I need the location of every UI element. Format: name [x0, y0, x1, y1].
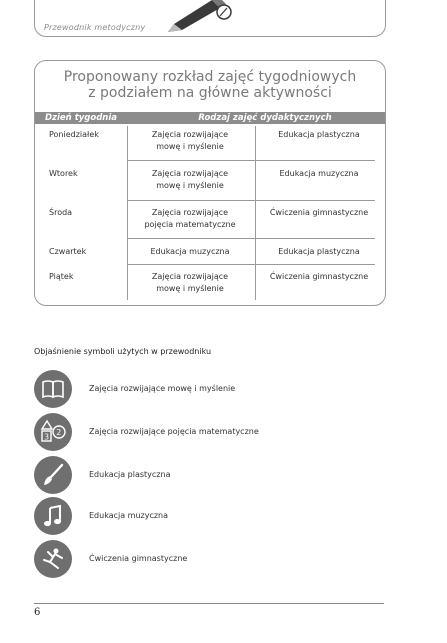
math-blocks-icon: [34, 413, 72, 451]
legend-item: [34, 456, 414, 496]
cell-text: Zajęcia rozwijające mowę i myślenie: [151, 169, 229, 190]
schedule-table: [34, 60, 386, 306]
row-day: Środa: [49, 208, 73, 217]
row-day: Piątek: [49, 272, 74, 281]
header-label: Przewodnik metodyczny: [44, 23, 146, 32]
row-activity-1: [127, 271, 253, 295]
row-activity-2: Edukacja plastyczna: [278, 247, 360, 256]
legend-text: Ćwiczenia gimnastyczne: [89, 554, 188, 563]
row-activity-2: Ćwiczenia gimnastyczne: [269, 272, 369, 281]
legend-item: [34, 413, 414, 453]
row-activity-2: Ćwiczenia gimnastyczne: [269, 208, 369, 217]
schedule-title: [35, 69, 385, 101]
row-activity-1: Edukacja muzyczna: [150, 247, 230, 256]
legend-text: Edukacja muzyczna: [89, 511, 169, 520]
book-icon: [34, 370, 72, 408]
legend-text: Zajęcia rozwijające pojęcia matematyczne: [89, 427, 259, 436]
svg-text:2: 2: [56, 428, 62, 437]
footer-divider: [34, 603, 384, 604]
legend-item: [34, 540, 414, 580]
legend-title: Objaśnienie symboli użytych w przewodniku: [34, 347, 212, 356]
row-divider: [127, 160, 375, 161]
row-activity-1: [127, 168, 253, 192]
row-day: Wtorek: [49, 169, 78, 178]
legend-text: Edukacja plastyczna: [89, 470, 171, 479]
row-activity-2: Edukacja muzyczna: [279, 169, 359, 178]
row-activity-1: [127, 207, 253, 231]
cell-text: Zajęcia rozwijające mowę i myślenie: [151, 130, 229, 151]
column-header-kind: Rodzaj zajęć dydaktycznych: [198, 113, 332, 123]
page-number: 6: [34, 607, 41, 618]
pencil-icon: [160, 0, 235, 34]
schedule-title-line1: Proponowany rozkład zajęć tygodniowych: [63, 69, 357, 85]
column-header-day: Dzień tygodnia: [45, 113, 118, 123]
legend-text: Zajęcia rozwijające mowę i myślenie: [89, 384, 236, 393]
music-note-icon: [34, 497, 72, 535]
row-divider: [127, 238, 375, 239]
column-divider: [255, 126, 256, 300]
row-divider: [127, 200, 375, 201]
row-activity-2: Edukacja plastyczna: [278, 130, 360, 139]
legend-item: [34, 370, 414, 410]
row-divider: [127, 264, 375, 265]
cell-text: Zajęcia rozwijające pojęcia matematyczne: [144, 208, 236, 229]
row-day: Czwartek: [49, 247, 87, 256]
row-day: Poniedziałek: [49, 130, 99, 139]
paintbrush-icon: [34, 456, 72, 494]
legend-item: [34, 497, 414, 537]
svg-text:3: 3: [44, 432, 50, 442]
row-activity-1: [127, 129, 253, 153]
cell-text: Zajęcia rozwijające mowę i myślenie: [151, 272, 229, 293]
gymnast-icon: [34, 540, 72, 578]
table-header: [35, 112, 385, 124]
schedule-title-line2: z podziałem na główne aktywności: [88, 85, 332, 101]
